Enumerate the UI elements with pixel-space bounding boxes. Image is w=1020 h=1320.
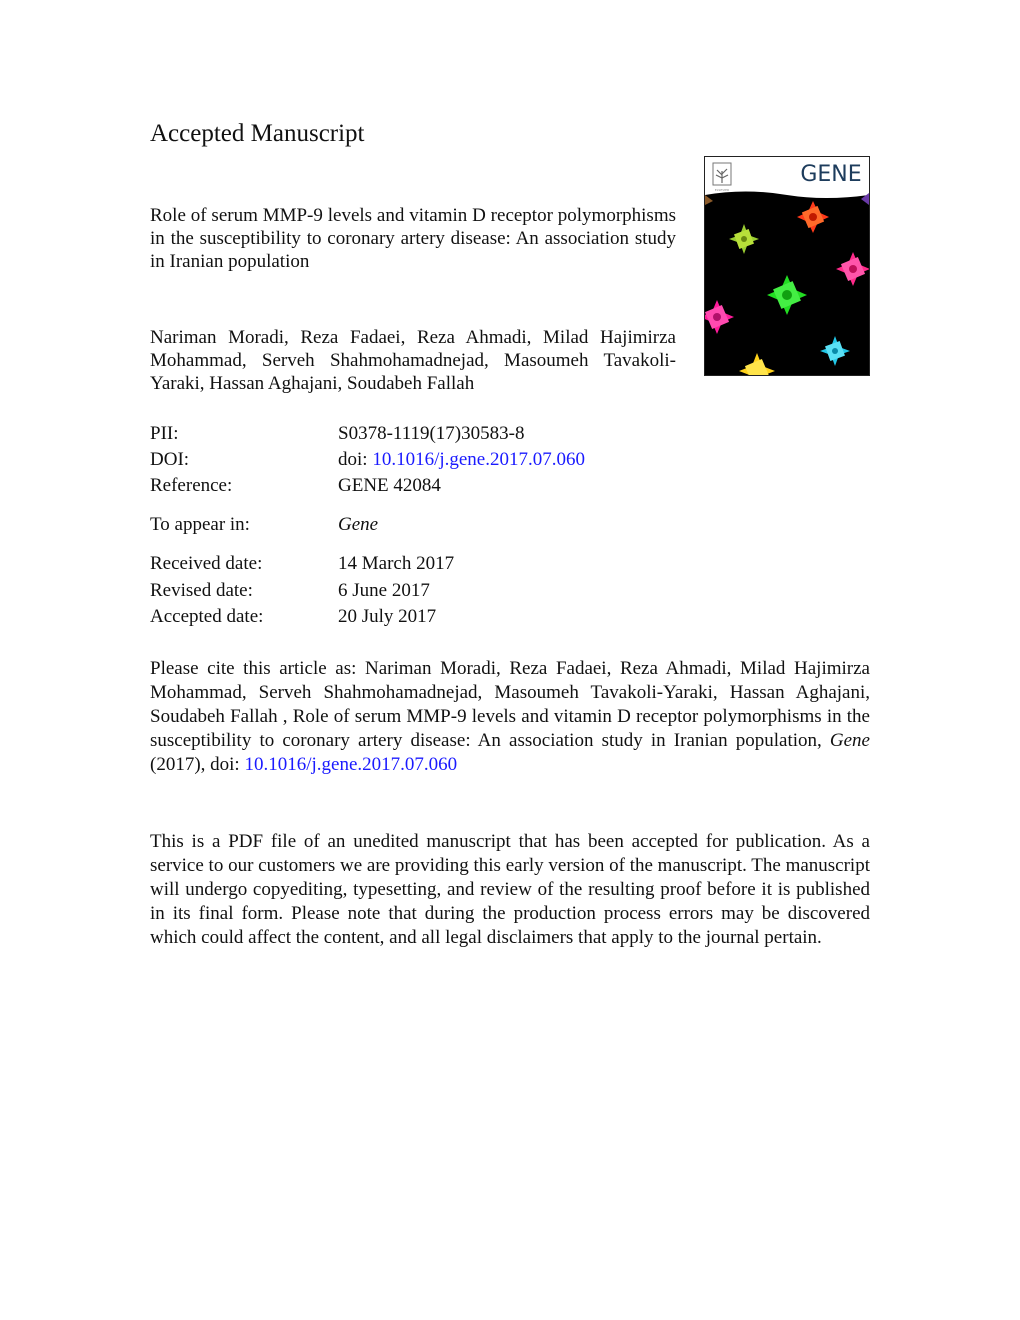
- journal-cover: [704, 156, 870, 376]
- cover-journal-name: GENE: [800, 162, 862, 187]
- doi-prefix: doi:: [338, 449, 373, 470]
- journal-value: Gene: [338, 514, 379, 535]
- pii-value: S0378-1119(17)30583-8: [338, 423, 525, 444]
- cover-publisher: ELSEVIER: [714, 188, 730, 192]
- meta-label: DOI:: [150, 449, 190, 470]
- doi-value: [338, 447, 585, 473]
- meta-label: Reference:: [150, 475, 233, 496]
- citation-journal: Gene: [829, 730, 870, 751]
- meta-label: To appear in:: [150, 514, 250, 535]
- citation-year: (2017), doi:: [150, 754, 245, 775]
- citation-text: Please cite this article as: Nariman Moradi, Reza Fadaei, Reza Ahmadi, Milad Hajimirza Mohammad, Serveh Shahmohamadnejad, Masoumeh Tavakoli-Yaraki, Hassan Aghajani, Soudabeh Fallah , Role of serum MMP-9 levels and vitamin D receptor polymorphisms in the susceptibility to coronary artery disease: An association study in Iranian population,: [150, 658, 870, 751]
- page-heading: Accepted Manuscript: [150, 120, 365, 147]
- article-authors: Nariman Moradi, Reza Fadaei, Reza Ahmadi, Milad Hajimirza Mohammad, Serveh Shahmohamadnejad, Masoumeh Tavakoli-Yaraki, Hassan Aghajani, Soudabeh Fallah: [150, 327, 676, 394]
- meta-label: Revised date:: [150, 580, 253, 601]
- accepted-value: 20 July 2017: [338, 606, 437, 627]
- citation-doi-link[interactable]: 10.1016/j.gene.2017.07.060: [244, 754, 458, 775]
- doi-link[interactable]: 10.1016/j.gene.2017.07.060: [372, 449, 585, 470]
- meta-label: PII:: [150, 423, 179, 444]
- meta-label: Received date:: [150, 553, 263, 574]
- reference-value: GENE 42084: [338, 475, 441, 496]
- meta-label: Accepted date:: [150, 606, 264, 627]
- cover-art: [705, 157, 869, 375]
- article-title: Role of serum MMP-9 levels and vitamin D receptor polymorphisms in the susceptibility to coronary artery disease: An association study in Iranian population: [150, 205, 676, 272]
- revised-value: 6 June 2017: [338, 580, 430, 601]
- received-value: 14 March 2017: [338, 553, 455, 574]
- manuscript-notice: This is a PDF file of an unedited manuscript that has been accepted for publication. As a service to our customers we are providing this early version of the manuscript. The manuscript will undergo copyediting, typesetting, and review of the resulting proof before it is published in its final form. Please note that during the production process errors may be discovered which could affect the content, and all legal disclaimers that apply to the journal pertain.: [150, 831, 870, 948]
- citation-paragraph: [150, 657, 870, 777]
